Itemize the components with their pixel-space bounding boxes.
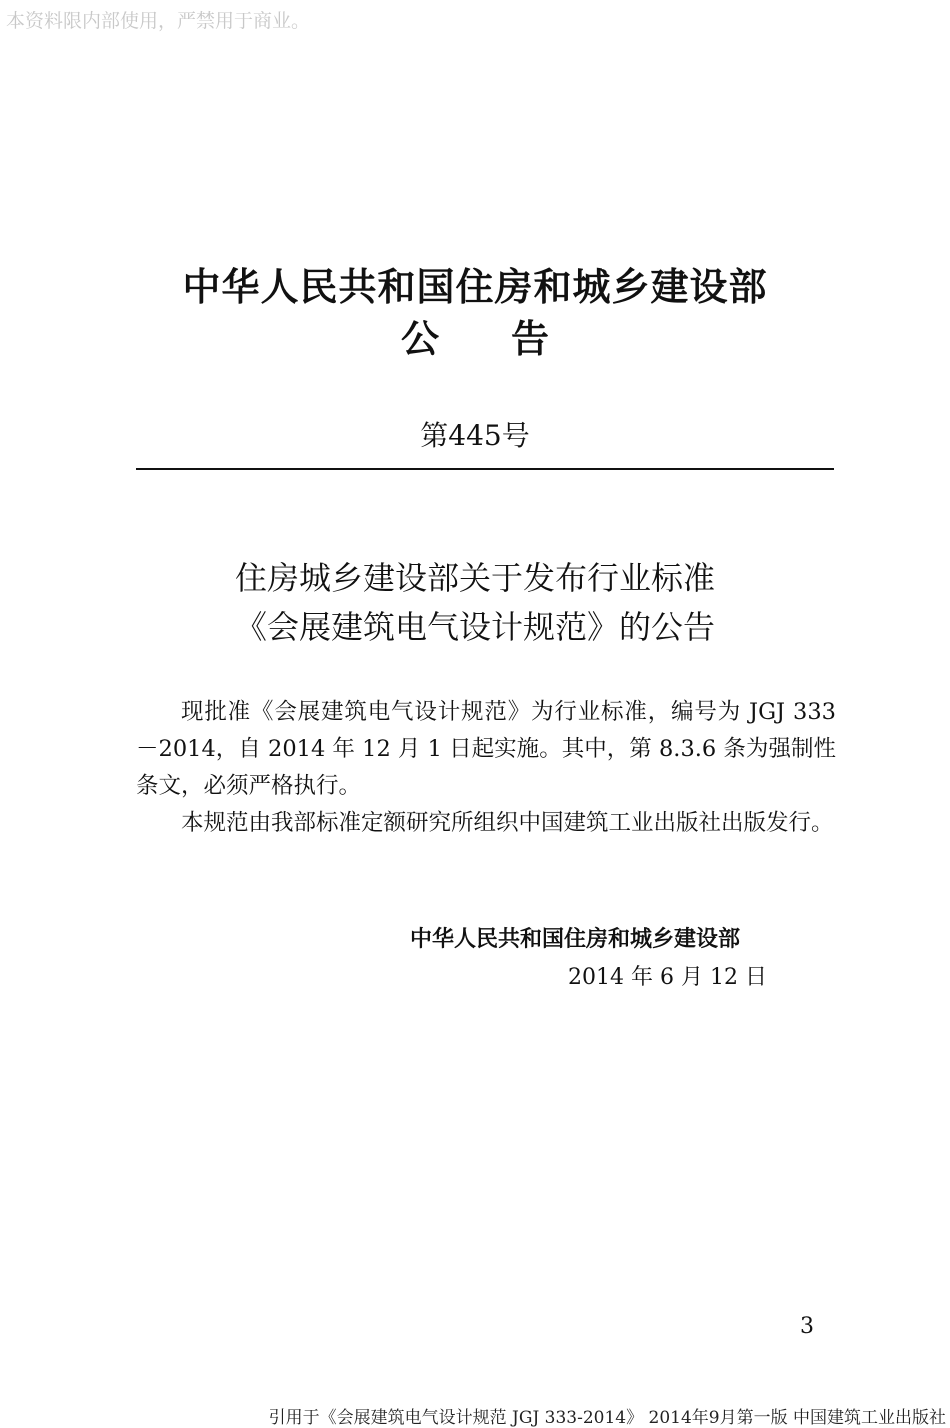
- announcement-heading-line-1: 住房城乡建设部关于发布行业标准: [234, 559, 715, 597]
- body-paragraph-approval: 现批准《会展建筑电气设计规范》为行业标准，编号为 JGJ 333－2014，自 2014 年 12 月 1 日起实施。其中，第 8.3.6 条为强制性条文，必须严格执行。: [136, 699, 836, 799]
- notice-title: 公告: [400, 317, 621, 361]
- ministry-title: 中华人民共和国住房和城乡建设部: [182, 265, 768, 309]
- announcement-body: [136, 694, 836, 842]
- divider-rule: [136, 468, 834, 470]
- announcement-heading-line-2: 《会展建筑电气设计规范》的公告: [234, 608, 715, 646]
- watermark-text: 本资料限内部使用，严禁用于商业。: [6, 10, 311, 32]
- body-paragraph-publishing: 本规范由我部标准定额研究所组织中国建筑工业出版社出版发行。: [181, 810, 834, 836]
- notice-number: 第445号: [420, 419, 530, 452]
- signature-organization: 中华人民共和国住房和城乡建设部: [410, 927, 741, 952]
- signature-date: 2014 年 6 月 12 日: [568, 965, 767, 990]
- page-number: 3: [800, 1314, 814, 1339]
- footer-citation: 引用于《会展建筑电气设计规范 JGJ 333-2014》 2014年9月第一版 中国建筑工业出版社: [268, 1408, 946, 1428]
